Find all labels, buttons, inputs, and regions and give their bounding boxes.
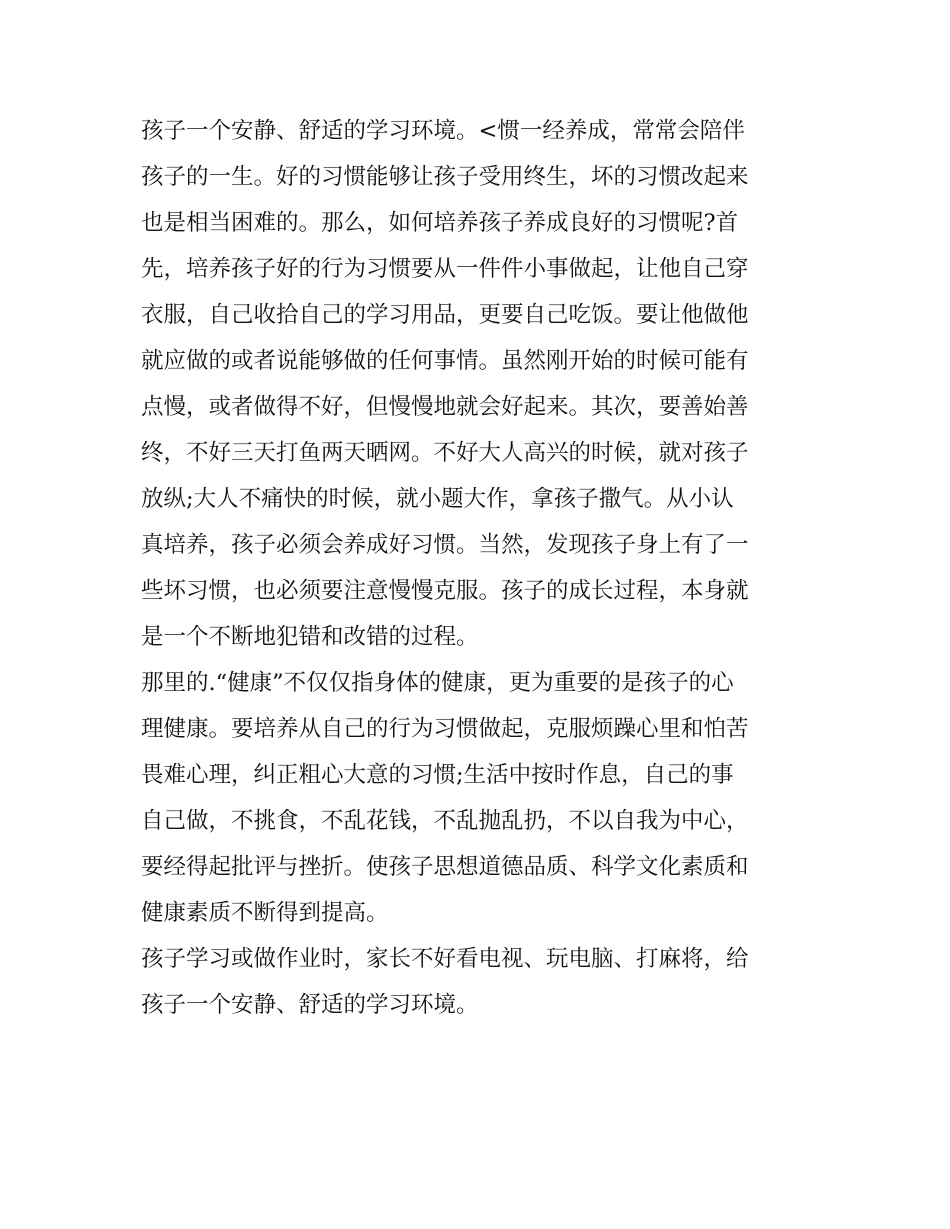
text-line: 也是相当困难的。那么，如何培养孩子养成良好的习惯呢?首	[141, 210, 739, 236]
text-line: 畏难心理，纠正粗心大意的习惯;生活中按时作息，自己的事	[141, 762, 734, 788]
paragraph-habits	[141, 108, 813, 660]
text-line: 孩子学习或做作业时，家长不好看电视、玩电脑、打麻将，给	[141, 946, 749, 972]
text-line: 是一个不断地犯错和改错的过程。	[141, 624, 479, 650]
text-line: 健康素质不断得到提高。	[141, 900, 389, 926]
text-line: 要经得起批评与挫折。使孩子思想道德品质、科学文化素质和	[141, 854, 749, 880]
text-line: 就应做的或者说能够做的任何事情。虽然刚开始的时候可能有	[141, 348, 749, 374]
text-line: 孩子一个安静、舒适的学习环境。<惯一经养成，常常会陪伴	[141, 118, 745, 144]
text-line: 孩子一个安静、舒适的学习环境。	[141, 992, 479, 1018]
paragraph-study-environment	[141, 936, 813, 1028]
text-line: 那里的.“健康”不仅仅指身体的健康，更为重要的是孩子的心	[141, 670, 734, 696]
text-line: 孩子的一生。好的习惯能够让孩子受用终生，坏的习惯改起来	[141, 164, 749, 190]
document-body	[141, 108, 813, 1028]
text-line: 衣服，自己收拾自己的学习用品，更要自己吃饭。要让他做他	[141, 302, 749, 328]
text-line: 先，培养孩子好的行为习惯要从一件件小事做起，让他自己穿	[141, 256, 749, 282]
text-line: 理健康。要培养从自己的行为习惯做起，克服烦躁心里和怕苦	[141, 716, 749, 742]
text-line: 放纵;大人不痛快的时候，就小题大作，拿孩子撒气。从小认	[141, 486, 734, 512]
text-line: 终，不好三天打鱼两天晒网。不好大人高兴的时候，就对孩子	[141, 440, 749, 466]
text-line: 真培养，孩子必须会养成好习惯。当然，发现孩子身上有了一	[141, 532, 749, 558]
paragraph-health	[141, 660, 813, 936]
text-line: 些坏习惯，也必须要注意慢慢克服。孩子的成长过程，本身就	[141, 578, 749, 604]
text-line: 点慢，或者做得不好，但慢慢地就会好起来。其次，要善始善	[141, 394, 749, 420]
text-line: 自己做，不挑食，不乱花钱，不乱抛乱扔，不以自我为中心，	[141, 808, 749, 834]
